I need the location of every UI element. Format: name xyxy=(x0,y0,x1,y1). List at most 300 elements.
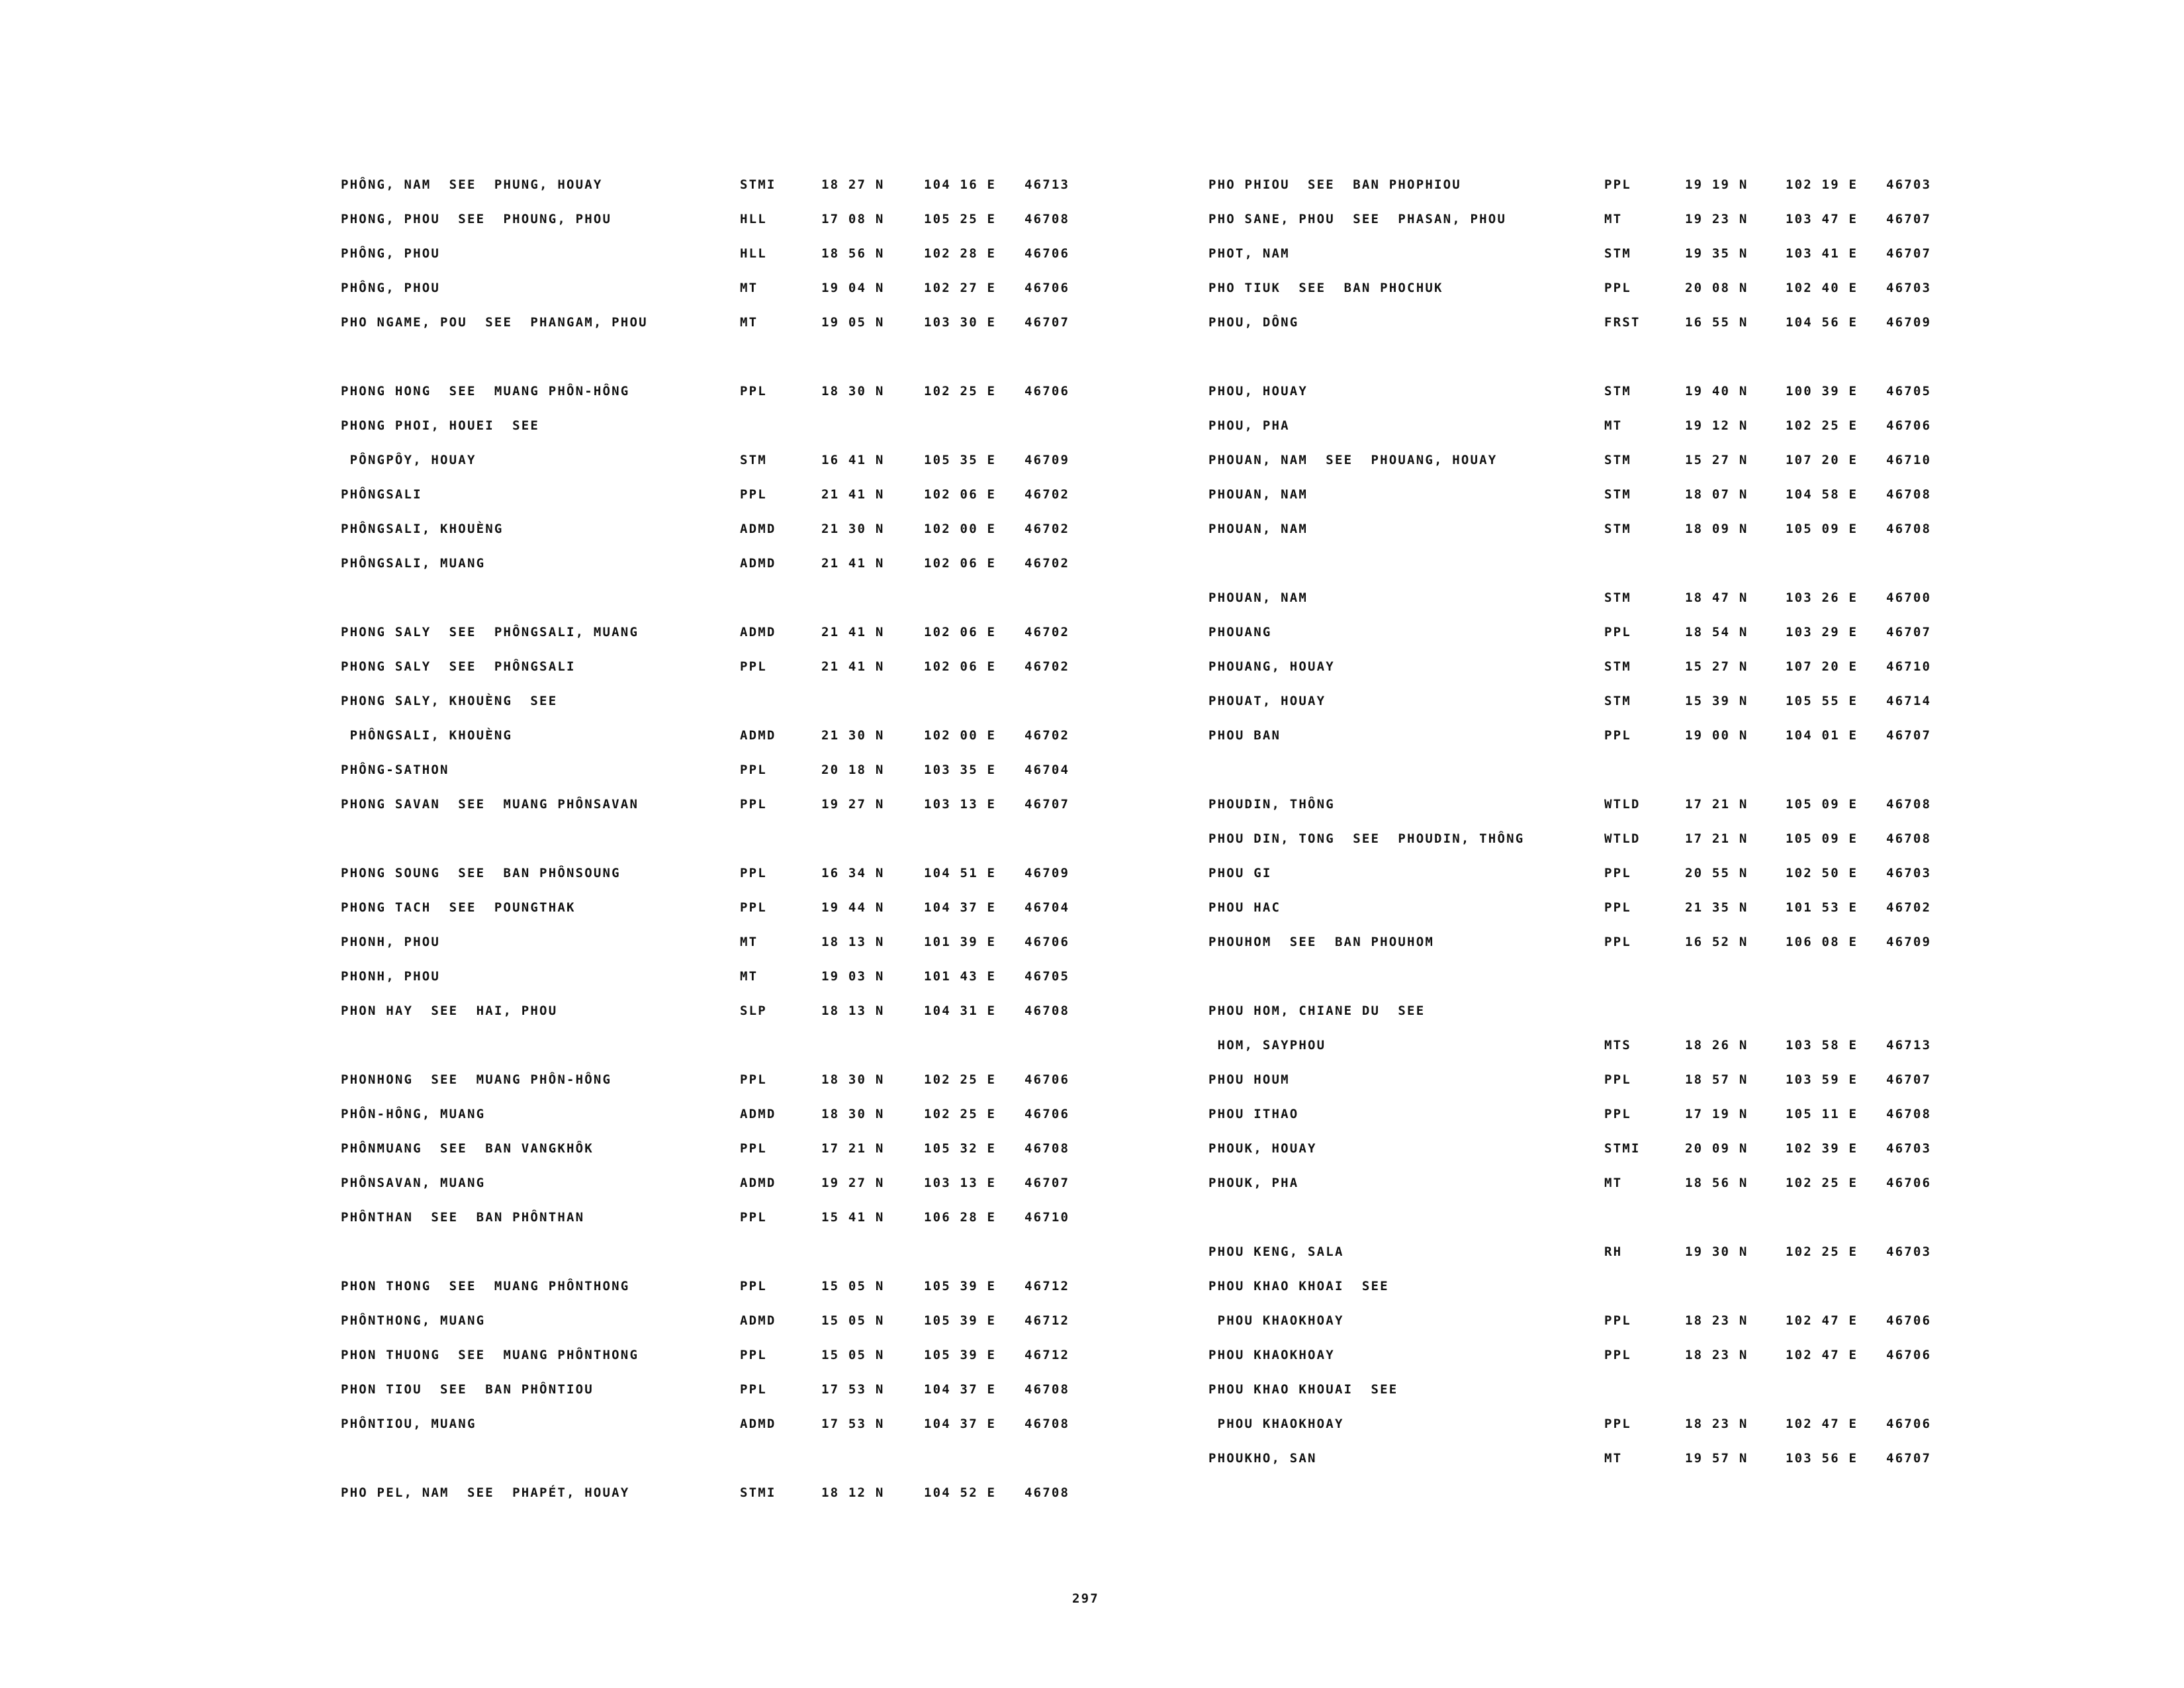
entry-name: PHOUHOM SEE BAN PHOUHOM xyxy=(1208,935,1434,949)
entry-latitude: 18 56 N xyxy=(821,246,885,261)
gazetteer-entry xyxy=(1208,1017,1950,1051)
entry-name: PHÔNGSALI xyxy=(341,487,422,502)
entry-latitude: 21 41 N xyxy=(821,487,885,502)
entry-latitude: 19 27 N xyxy=(821,797,885,812)
entry-latitude: 18 13 N xyxy=(821,1004,885,1018)
entry-longitude: 102 50 E xyxy=(1786,866,1858,880)
entry-latitude: 21 41 N xyxy=(821,556,885,571)
entry-name: PHOUAT, HOUAY xyxy=(1208,694,1326,708)
entry-reference: 46702 xyxy=(1024,556,1070,571)
entry-code: MT xyxy=(1604,1451,1623,1466)
entry-longitude: 103 26 E xyxy=(1786,590,1858,605)
entry-latitude: 21 35 N xyxy=(1685,900,1749,915)
gazetteer-entry xyxy=(341,1051,1102,1086)
entry-latitude: 19 27 N xyxy=(821,1176,885,1190)
entry-longitude: 103 59 E xyxy=(1786,1072,1858,1087)
entry-reference: 46707 xyxy=(1886,728,1932,743)
entry-reference: 46702 xyxy=(1886,900,1932,915)
gazetteer-entry xyxy=(1208,225,1950,259)
entry-latitude: 17 21 N xyxy=(1685,797,1749,812)
gazetteer-entry xyxy=(1208,156,1950,191)
gazetteer-entry xyxy=(1208,1395,1950,1430)
entry-longitude: 105 09 E xyxy=(1786,797,1858,812)
entry-latitude: 15 05 N xyxy=(821,1348,885,1362)
gazetteer-entry xyxy=(1208,1327,1950,1361)
gazetteer-entry xyxy=(1208,638,1950,673)
entry-code: HLL xyxy=(740,212,767,226)
entry-longitude: 101 43 E xyxy=(924,969,997,984)
entry-longitude: 105 09 E xyxy=(1786,522,1858,536)
entry-name: PHOUK, PHA xyxy=(1208,1176,1299,1190)
gazetteer-entry xyxy=(1208,914,1950,948)
entry-code: MTS xyxy=(1604,1038,1631,1053)
entry-reference: 46706 xyxy=(1886,418,1932,433)
gazetteer-entry xyxy=(1208,294,1950,328)
gazetteer-entry xyxy=(341,982,1102,1017)
entry-latitude: 15 27 N xyxy=(1685,659,1749,674)
entry-latitude: 18 30 N xyxy=(821,384,885,399)
entry-reference: 46713 xyxy=(1886,1038,1932,1053)
gazetteer-entry xyxy=(1208,1361,1950,1395)
gazetteer-entry xyxy=(1208,432,1950,466)
entry-name: PÔNGPÔY, HOUAY xyxy=(341,453,477,467)
entry-latitude: 18 47 N xyxy=(1685,590,1749,605)
entry-name: PHOU, PHA xyxy=(1208,418,1290,433)
entry-latitude: 17 08 N xyxy=(821,212,885,226)
entry-gap xyxy=(1208,535,1950,569)
entry-reference: 46712 xyxy=(1024,1348,1070,1362)
entry-reference: 46704 xyxy=(1024,900,1070,915)
entry-reference: 46706 xyxy=(1886,1176,1932,1190)
entry-name: PHOU BAN xyxy=(1208,728,1281,743)
entry-longitude: 103 58 E xyxy=(1786,1038,1858,1053)
entry-reference: 46708 xyxy=(1024,1382,1070,1397)
gazetteer-entry xyxy=(341,466,1102,500)
gazetteer-entry xyxy=(341,1292,1102,1327)
entry-name: PHOUKHO, SAN xyxy=(1208,1451,1317,1466)
entry-code: FRST xyxy=(1604,315,1641,330)
entry-longitude: 105 25 E xyxy=(924,212,997,226)
entry-gap xyxy=(341,1017,1102,1051)
entry-code: PPL xyxy=(1604,935,1631,949)
entry-name: PHONG, PHOU SEE PHOUNG, PHOU xyxy=(341,212,612,226)
entry-name: PHÔNG, PHOU xyxy=(341,246,441,261)
entry-longitude: 102 00 E xyxy=(924,728,997,743)
entry-reference: 46704 xyxy=(1024,763,1070,777)
entry-name: PHO PEL, NAM SEE PHAPÉT, HOUAY xyxy=(341,1485,630,1500)
entry-reference: 46712 xyxy=(1024,1279,1070,1293)
entry-longitude: 102 06 E xyxy=(924,659,997,674)
entry-name: PHOU KHAO KHOUAI SEE xyxy=(1208,1382,1398,1397)
entry-name: PHÔNG, PHOU xyxy=(341,281,441,295)
entry-longitude: 102 00 E xyxy=(924,522,997,536)
gazetteer-entry xyxy=(341,1258,1102,1292)
entry-code: PPL xyxy=(1604,1107,1631,1121)
entry-code: HLL xyxy=(740,246,767,261)
entry-longitude: 103 29 E xyxy=(1786,625,1858,639)
gazetteer-entry xyxy=(341,191,1102,225)
entry-reference: 46709 xyxy=(1886,315,1932,330)
gazetteer-entry xyxy=(1208,1430,1950,1464)
entry-longitude: 106 08 E xyxy=(1786,935,1858,949)
gazetteer-entry xyxy=(1208,1086,1950,1120)
entry-code: STM xyxy=(740,453,767,467)
entry-reference: 46708 xyxy=(1886,797,1932,812)
entry-name: PHON THUONG SEE MUANG PHÔNTHONG xyxy=(341,1348,639,1362)
entry-latitude: 15 39 N xyxy=(1685,694,1749,708)
entry-longitude: 102 39 E xyxy=(1786,1141,1858,1156)
entry-name: PHÔNGSALI, KHOUÈNG xyxy=(341,522,504,536)
entry-code: PPL xyxy=(740,487,767,502)
entry-code: PPL xyxy=(1604,728,1631,743)
gazetteer-entry xyxy=(1208,1120,1950,1154)
entry-longitude: 102 06 E xyxy=(924,625,997,639)
entry-code: PPL xyxy=(740,1348,767,1362)
entry-longitude: 104 52 E xyxy=(924,1485,997,1500)
gazetteer-entry xyxy=(341,707,1102,741)
entry-code: MT xyxy=(740,969,758,984)
entry-code: PPL xyxy=(1604,1313,1631,1328)
entry-code: STM xyxy=(1604,487,1631,502)
entry-latitude: 16 52 N xyxy=(1685,935,1749,949)
entry-name: PHOUANG xyxy=(1208,625,1272,639)
entry-longitude: 101 53 E xyxy=(1786,900,1858,915)
entry-name: PHÔNGSALI, KHOUÈNG xyxy=(341,728,513,743)
entry-name: PHONG SOUNG SEE BAN PHÔNSOUNG xyxy=(341,866,621,880)
entry-reference: 46707 xyxy=(1886,1451,1932,1466)
entry-gap xyxy=(341,569,1102,604)
entry-name: PHO PHIOU SEE BAN PHOPHIOU xyxy=(1208,177,1461,192)
gazetteer-entry xyxy=(341,638,1102,673)
entry-code: ADMD xyxy=(740,1176,776,1190)
entry-latitude: 16 41 N xyxy=(821,453,885,467)
gazetteer-entry xyxy=(341,1189,1102,1223)
entry-name: PHÔN-HÔNG, MUANG xyxy=(341,1107,486,1121)
entry-code: PPL xyxy=(1604,900,1631,915)
entry-name: PHONG SALY SEE PHÔNGSALI, MUANG xyxy=(341,625,639,639)
entry-longitude: 107 20 E xyxy=(1786,453,1858,467)
entry-longitude: 103 30 E xyxy=(924,315,997,330)
entry-code: STMI xyxy=(740,177,776,192)
entry-code: MT xyxy=(740,935,758,949)
entry-longitude: 104 31 E xyxy=(924,1004,997,1018)
entry-code: ADMD xyxy=(740,1313,776,1328)
entry-longitude: 102 25 E xyxy=(924,1072,997,1087)
entry-reference: 46710 xyxy=(1886,659,1932,674)
entry-longitude: 106 28 E xyxy=(924,1210,997,1225)
entry-code: PPL xyxy=(740,1279,767,1293)
entry-code: PPL xyxy=(1604,866,1631,880)
entry-longitude: 104 51 E xyxy=(924,866,997,880)
entry-name: HOM, SAYPHOU xyxy=(1208,1038,1326,1053)
entry-latitude: 18 30 N xyxy=(821,1072,885,1087)
entry-code: WTLD xyxy=(1604,831,1641,846)
gazetteer-entry xyxy=(341,500,1102,535)
entry-longitude: 102 25 E xyxy=(1786,418,1858,433)
entry-latitude: 16 55 N xyxy=(1685,315,1749,330)
entry-name: PHÔNMUANG SEE BAN VANGKHÔK xyxy=(341,1141,594,1156)
gazetteer-entry xyxy=(341,948,1102,982)
entry-code: PPL xyxy=(740,1382,767,1397)
entry-name: PHÔNTIOU, MUANG xyxy=(341,1417,477,1431)
entry-name: PHON HAY SEE HAI, PHOU xyxy=(341,1004,558,1018)
entry-longitude: 102 25 E xyxy=(924,1107,997,1121)
entry-latitude: 21 41 N xyxy=(821,625,885,639)
gazetteer-entry xyxy=(1208,707,1950,741)
entry-code: MT xyxy=(1604,418,1623,433)
entry-longitude: 104 16 E xyxy=(924,177,997,192)
entry-latitude: 18 12 N xyxy=(821,1485,885,1500)
entry-latitude: 19 00 N xyxy=(1685,728,1749,743)
entry-latitude: 16 34 N xyxy=(821,866,885,880)
entry-name: PHOU DIN, TONG SEE PHOUDIN, THÔNG xyxy=(1208,831,1525,846)
entry-latitude: 21 30 N xyxy=(821,522,885,536)
entry-code: PPL xyxy=(1604,281,1631,295)
entry-name: PHONG SALY, KHOUÈNG SEE xyxy=(341,694,558,708)
gazetteer-entry xyxy=(341,1361,1102,1395)
gazetteer-entry xyxy=(1208,1258,1950,1292)
gazetteer-entry xyxy=(1208,604,1950,638)
entry-longitude: 105 55 E xyxy=(1786,694,1858,708)
entry-name: PHOU HOM, CHIANE DU SEE xyxy=(1208,1004,1426,1018)
entry-gap xyxy=(1208,1189,1950,1223)
entry-name: PHOU HOUM xyxy=(1208,1072,1290,1087)
entry-gap xyxy=(341,1223,1102,1258)
entry-reference: 46709 xyxy=(1024,453,1070,467)
entry-reference: 46708 xyxy=(1024,1485,1070,1500)
entry-code: STM xyxy=(1604,384,1631,399)
entry-code: PPL xyxy=(740,1210,767,1225)
entry-code: STMI xyxy=(1604,1141,1641,1156)
entry-longitude: 103 13 E xyxy=(924,797,997,812)
entry-code: STM xyxy=(1604,694,1631,708)
entry-code: MT xyxy=(1604,1176,1623,1190)
gazetteer-entry xyxy=(1208,1154,1950,1189)
gazetteer-entry xyxy=(1208,363,1950,397)
entry-name: PHONG HONG SEE MUANG PHÔN-HÔNG xyxy=(341,384,630,399)
entry-code: WTLD xyxy=(1604,797,1641,812)
entry-reference: 46707 xyxy=(1024,1176,1070,1190)
entry-name: PHONH, PHOU xyxy=(341,969,441,984)
gazetteer-entry xyxy=(341,1395,1102,1430)
gazetteer-entry xyxy=(1208,810,1950,845)
entry-name: PHON TIOU SEE BAN PHÔNTIOU xyxy=(341,1382,594,1397)
entry-latitude: 15 05 N xyxy=(821,1313,885,1328)
entry-code: ADMD xyxy=(740,556,776,571)
entry-code: PPL xyxy=(740,1072,767,1087)
entry-latitude: 17 21 N xyxy=(1685,831,1749,846)
entry-latitude: 15 27 N xyxy=(1685,453,1749,467)
entry-code: STMI xyxy=(740,1485,776,1500)
entry-gap xyxy=(1208,328,1950,363)
entry-longitude: 105 09 E xyxy=(1786,831,1858,846)
entry-longitude: 100 39 E xyxy=(1786,384,1858,399)
entry-name: PHONG SALY SEE PHÔNGSALI xyxy=(341,659,576,674)
entry-reference: 46706 xyxy=(1024,246,1070,261)
gazetteer-entry xyxy=(341,363,1102,397)
entry-name: PHOUAN, NAM xyxy=(1208,487,1308,502)
entry-code: PPL xyxy=(740,763,767,777)
gazetteer-entry xyxy=(341,259,1102,294)
entry-code: PPL xyxy=(740,866,767,880)
entry-code: PPL xyxy=(740,1141,767,1156)
entry-reference: 46708 xyxy=(1886,522,1932,536)
entry-name: PHOU KHAOKHOAY xyxy=(1208,1348,1335,1362)
entry-latitude: 17 21 N xyxy=(821,1141,885,1156)
gazetteer-entry xyxy=(341,845,1102,879)
entry-reference: 46707 xyxy=(1886,212,1932,226)
entry-reference: 46702 xyxy=(1024,522,1070,536)
entry-code: ADMD xyxy=(740,728,776,743)
entry-code: STM xyxy=(1604,522,1631,536)
entry-latitude: 20 55 N xyxy=(1685,866,1749,880)
entry-latitude: 18 54 N xyxy=(1685,625,1749,639)
entry-name: PHOU KHAOKHOAY xyxy=(1208,1417,1344,1431)
entry-reference: 46706 xyxy=(1886,1417,1932,1431)
entry-reference: 46707 xyxy=(1886,246,1932,261)
entry-latitude: 18 27 N xyxy=(821,177,885,192)
entry-reference: 46708 xyxy=(1886,487,1932,502)
entry-name: PHÔNG, NAM SEE PHUNG, HOUAY xyxy=(341,177,603,192)
entry-reference: 46706 xyxy=(1024,1107,1070,1121)
entry-longitude: 105 39 E xyxy=(924,1279,997,1293)
entry-reference: 46706 xyxy=(1024,935,1070,949)
gazetteer-entry xyxy=(1208,982,1950,1017)
entry-longitude: 104 01 E xyxy=(1786,728,1858,743)
entry-longitude: 102 47 E xyxy=(1786,1348,1858,1362)
gazetteer-entry xyxy=(1208,466,1950,500)
entry-longitude: 105 35 E xyxy=(924,453,997,467)
entry-longitude: 105 39 E xyxy=(924,1348,997,1362)
right-column xyxy=(1208,156,1950,1464)
entry-code: PPL xyxy=(740,797,767,812)
entry-reference: 46703 xyxy=(1886,281,1932,295)
entry-name: PHOU ITHAO xyxy=(1208,1107,1299,1121)
entry-name: PHOU KHAO KHOAI SEE xyxy=(1208,1279,1389,1293)
gazetteer-entry xyxy=(341,673,1102,707)
entry-reference: 46712 xyxy=(1024,1313,1070,1328)
entry-code: MT xyxy=(740,281,758,295)
entry-reference: 46705 xyxy=(1886,384,1932,399)
entry-longitude: 103 13 E xyxy=(924,1176,997,1190)
entry-name: PHON THONG SEE MUANG PHÔNTHONG xyxy=(341,1279,630,1293)
entry-name: PHÔNTHAN SEE BAN PHÔNTHAN xyxy=(341,1210,585,1225)
entry-code: ADMD xyxy=(740,625,776,639)
entry-gap xyxy=(341,1430,1102,1464)
entry-reference: 46702 xyxy=(1024,659,1070,674)
entry-code: PPL xyxy=(1604,625,1631,639)
entry-latitude: 18 23 N xyxy=(1685,1348,1749,1362)
entry-name: PHOU HAC xyxy=(1208,900,1281,915)
entry-latitude: 19 30 N xyxy=(1685,1244,1749,1259)
entry-code: PPL xyxy=(1604,1072,1631,1087)
entry-name: PHONHONG SEE MUANG PHÔN-HÔNG xyxy=(341,1072,612,1087)
entry-reference: 46710 xyxy=(1024,1210,1070,1225)
entry-reference: 46707 xyxy=(1886,1072,1932,1087)
gazetteer-entry xyxy=(341,432,1102,466)
entry-longitude: 104 37 E xyxy=(924,1417,997,1431)
entry-longitude: 104 37 E xyxy=(924,900,997,915)
entry-longitude: 102 06 E xyxy=(924,556,997,571)
entry-code: ADMD xyxy=(740,1107,776,1121)
gazetteer-entry xyxy=(1208,191,1950,225)
entry-code: PPL xyxy=(1604,1417,1631,1431)
entry-name: PHONG SAVAN SEE MUANG PHÔNSAVAN xyxy=(341,797,639,812)
entry-longitude: 104 56 E xyxy=(1786,315,1858,330)
entry-name: PHOUDIN, THÔNG xyxy=(1208,797,1335,812)
entry-name: PHOUK, HOUAY xyxy=(1208,1141,1317,1156)
entry-name: PHONG PHOI, HOUEI SEE xyxy=(341,418,540,433)
entry-name: PHOU GI xyxy=(1208,866,1272,880)
page-number: 297 xyxy=(1072,1591,1099,1606)
entry-reference: 46706 xyxy=(1024,1072,1070,1087)
gazetteer-entry xyxy=(341,1086,1102,1120)
entry-longitude: 104 37 E xyxy=(924,1382,997,1397)
gazetteer-entry xyxy=(341,535,1102,569)
entry-name: PHOUAN, NAM SEE PHOUANG, HOUAY xyxy=(1208,453,1498,467)
entry-name: PHOU KENG, SALA xyxy=(1208,1244,1344,1259)
entry-longitude: 101 39 E xyxy=(924,935,997,949)
entry-name: PHOT, NAM xyxy=(1208,246,1290,261)
gazetteer-entry xyxy=(341,741,1102,776)
entry-longitude: 102 40 E xyxy=(1786,281,1858,295)
entry-longitude: 105 32 E xyxy=(924,1141,997,1156)
entry-latitude: 17 53 N xyxy=(821,1382,885,1397)
gazetteer-entry xyxy=(341,156,1102,191)
entry-longitude: 104 58 E xyxy=(1786,487,1858,502)
entry-longitude: 102 25 E xyxy=(1786,1244,1858,1259)
entry-latitude: 17 19 N xyxy=(1685,1107,1749,1121)
gazetteer-entry xyxy=(1208,845,1950,879)
entry-reference: 46700 xyxy=(1886,590,1932,605)
entry-reference: 46707 xyxy=(1024,315,1070,330)
entry-longitude: 102 27 E xyxy=(924,281,997,295)
entry-reference: 46708 xyxy=(1886,1107,1932,1121)
gazetteer-entry xyxy=(341,776,1102,810)
entry-code: RH xyxy=(1604,1244,1623,1259)
entry-latitude: 19 05 N xyxy=(821,315,885,330)
gazetteer-entry xyxy=(1208,259,1950,294)
entry-code: MT xyxy=(1604,212,1623,226)
entry-latitude: 18 26 N xyxy=(1685,1038,1749,1053)
entry-longitude: 102 06 E xyxy=(924,487,997,502)
entry-latitude: 18 09 N xyxy=(1685,522,1749,536)
entry-code: STM xyxy=(1604,453,1631,467)
entry-reference: 46702 xyxy=(1024,728,1070,743)
entry-latitude: 21 30 N xyxy=(821,728,885,743)
entry-longitude: 102 47 E xyxy=(1786,1313,1858,1328)
entry-name: PHÔNG-SATHON xyxy=(341,763,449,777)
gazetteer-entry xyxy=(1208,397,1950,432)
entry-code: STM xyxy=(1604,659,1631,674)
gazetteer-entry xyxy=(341,1120,1102,1154)
entry-gap xyxy=(341,810,1102,845)
entry-reference: 46713 xyxy=(1024,177,1070,192)
entry-latitude: 19 35 N xyxy=(1685,246,1749,261)
entry-name: PHO TIUK SEE BAN PHOCHUK xyxy=(1208,281,1443,295)
gazetteer-entry xyxy=(341,1154,1102,1189)
entry-code: PPL xyxy=(740,659,767,674)
entry-name: PHO NGAME, POU SEE PHANGAM, PHOU xyxy=(341,315,648,330)
entry-longitude: 107 20 E xyxy=(1786,659,1858,674)
entry-name: PHONG TACH SEE POUNGTHAK xyxy=(341,900,576,915)
entry-longitude: 105 39 E xyxy=(924,1313,997,1328)
gazetteer-entry xyxy=(341,294,1102,328)
entry-reference: 46707 xyxy=(1886,625,1932,639)
entry-reference: 46706 xyxy=(1886,1313,1932,1328)
entry-code: PPL xyxy=(740,384,767,399)
gazetteer-entry xyxy=(1208,569,1950,604)
